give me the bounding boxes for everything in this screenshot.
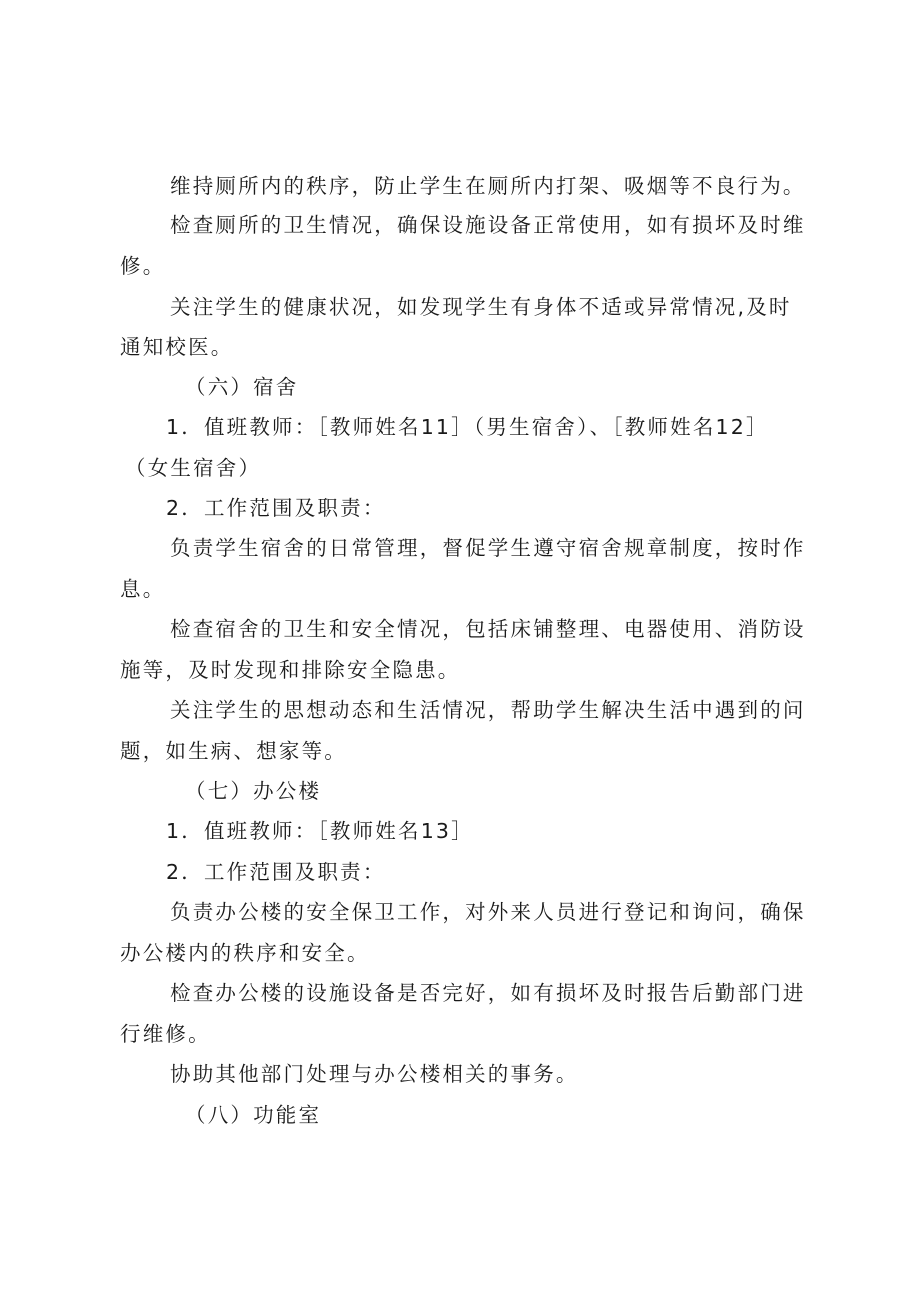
section-heading-dorm: （六）宿舍 bbox=[185, 375, 299, 399]
dorm-duty-management-line1: 负责学生宿舍的日常管理，督促学生遵守宿舍规章制度，按时作 bbox=[170, 536, 806, 560]
section-heading-function-room: （八）功能室 bbox=[185, 1103, 322, 1127]
dorm-duty-care-line1: 关注学生的思想动态和生活情况，帮助学生解决生活中遇到的问 bbox=[170, 698, 806, 722]
dorm-duty-safety-line1: 检查宿舍的卫生和安全情况，包括床铺整理、电器使用、消防设 bbox=[170, 617, 806, 641]
office-duty-security-line2: 办公楼内的秩序和安全。 bbox=[120, 941, 370, 965]
toilet-duty-health-line2: 通知校医。 bbox=[120, 335, 234, 359]
section-heading-office: （七）办公楼 bbox=[185, 779, 322, 803]
office-scope-label: 2．工作范围及职责： bbox=[166, 860, 386, 884]
office-duty-assist: 协助其他部门处理与办公楼相关的事务。 bbox=[170, 1062, 579, 1086]
toilet-duty-hygiene-line1: 检查厕所的卫生情况，确保设施设备正常使用，如有损坏及时维 bbox=[170, 213, 806, 237]
dorm-duty-care-line2: 题，如生病、想家等。 bbox=[120, 739, 347, 763]
toilet-duty-order: 维持厕所内的秩序，防止学生在厕所内打架、吸烟等不良行为。 bbox=[170, 174, 806, 198]
dorm-duty-safety-line2: 施等，及时发现和排除安全隐患。 bbox=[120, 658, 461, 682]
office-duty-facilities-line2: 行维修。 bbox=[120, 1022, 211, 1046]
toilet-duty-hygiene-line2: 修。 bbox=[120, 254, 166, 278]
office-duty-security-line1: 负责办公楼的安全保卫工作，对外来人员进行登记和询问，确保 bbox=[170, 900, 806, 924]
office-duty-facilities-line1: 检查办公楼的设施设备是否完好，如有损坏及时报告后勤部门进 bbox=[170, 981, 806, 1005]
toilet-duty-health-line1: 关注学生的健康状况，如发现学生有身体不适或异常情况,及时 bbox=[170, 295, 792, 319]
dorm-duty-management-line2: 息。 bbox=[120, 577, 166, 601]
dorm-teacher-line1: 1．值班教师：［教师姓名11］（男生宿舍）、［教师姓名12］ bbox=[166, 415, 769, 439]
office-teacher: 1．值班教师：［教师姓名13］ bbox=[166, 819, 474, 843]
dorm-scope-label: 2．工作范围及职责： bbox=[166, 496, 386, 520]
dorm-teacher-line2: （女生宿舍） bbox=[125, 456, 262, 480]
